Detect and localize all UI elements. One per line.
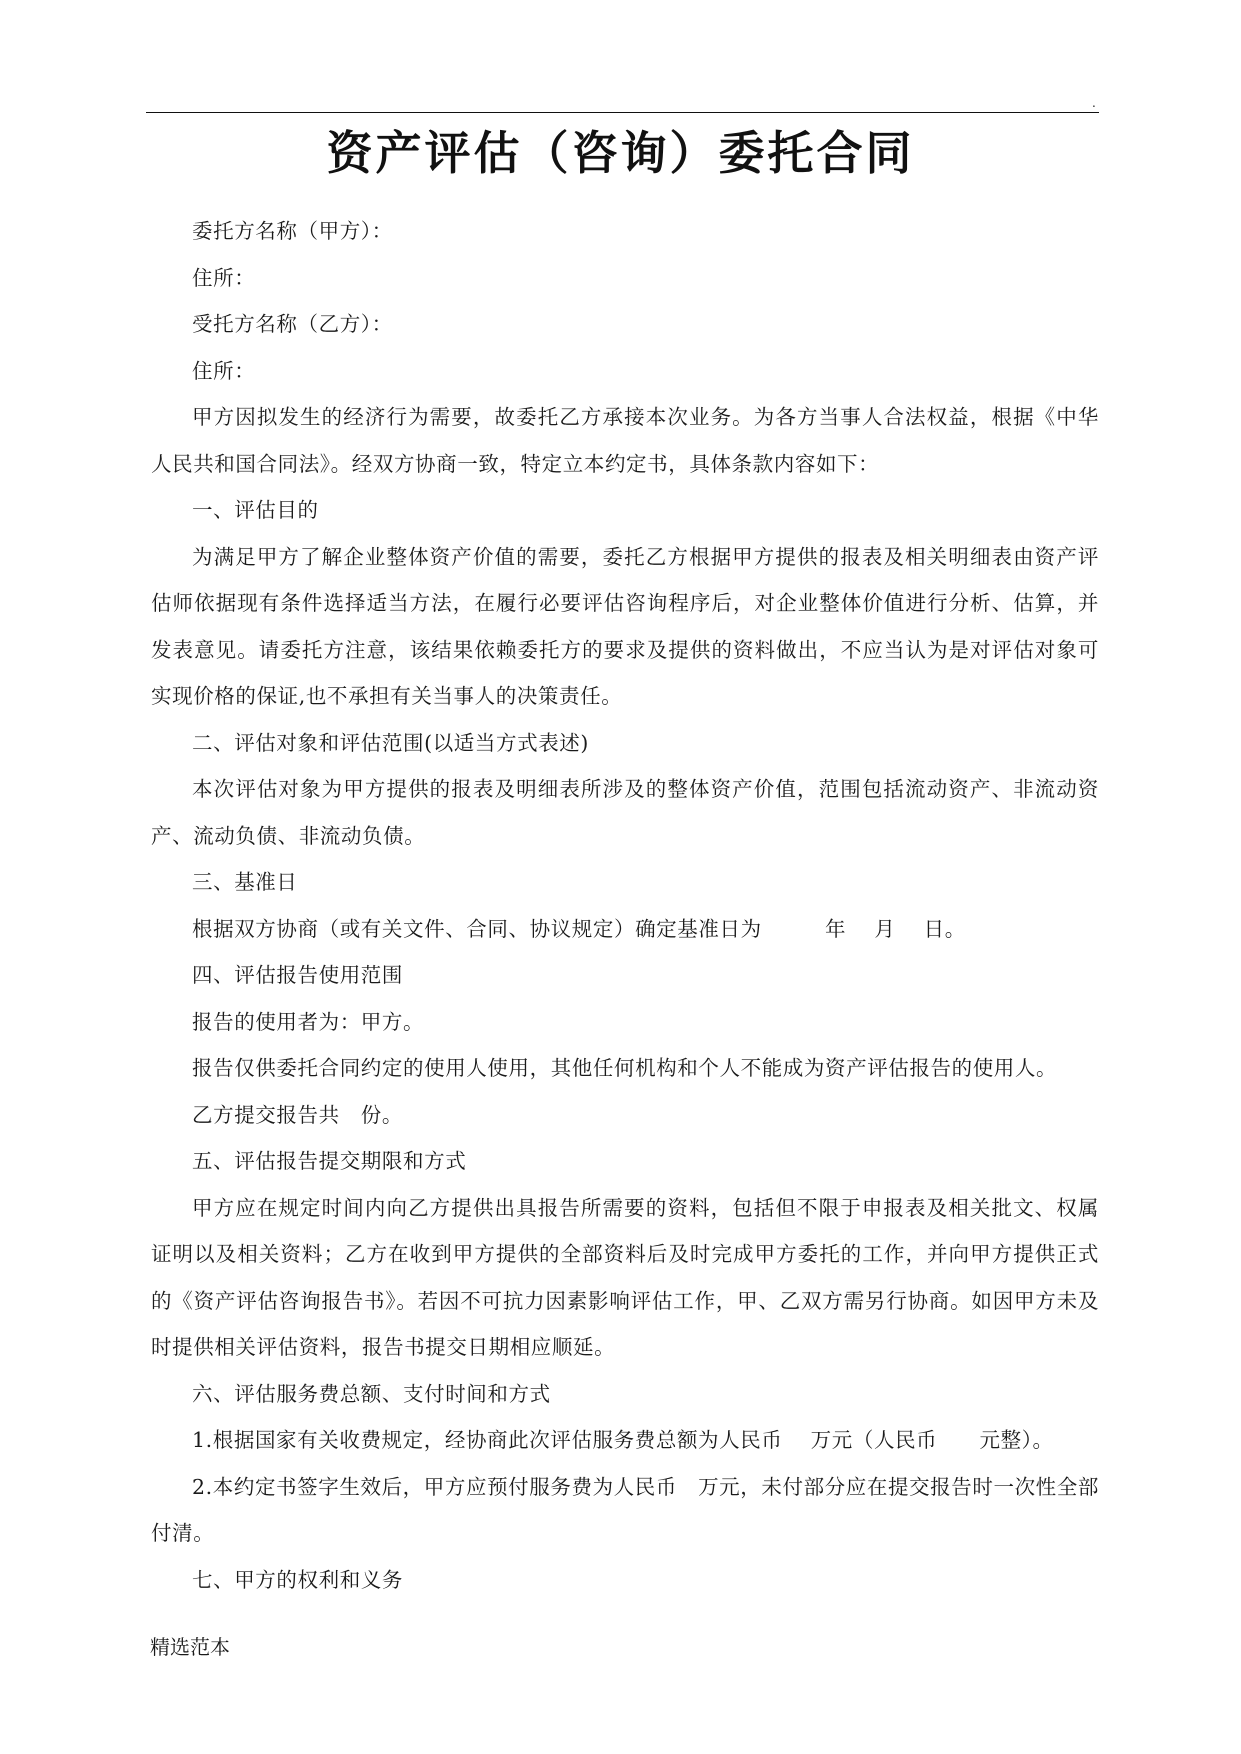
fee-prepayment-paragraph: 2.本约定书签字生效后，甲方应预付服务费为人民币 万元，未付部分应在提交报告时一次性全部付清。 [151,1474,1099,1545]
section-heading-fees: 六、评估服务费总额、支付时间和方式 [192,1381,551,1406]
document-title: 资产评估（咨询）委托合同 [326,126,915,180]
document-body [151,208,1099,1603]
section-heading-scope: 二、评估对象和评估范围(以适当方式表述) [192,730,589,755]
report-user-paragraph: 报告的使用者为：甲方。 [192,1009,425,1034]
section-heading-delivery: 五、评估报告提交期限和方式 [192,1149,467,1173]
section-heading-base-date: 三、基准日 [192,870,298,894]
header-mark: . [1092,96,1096,110]
header-rule [146,112,1099,113]
section-heading-party-a-rights: 七、甲方的权利和义务 [192,1567,403,1592]
party-b-name-line: 受托方名称（乙方）： [192,312,393,336]
report-restriction-paragraph: 报告仅供委托合同约定的使用人使用，其他任何机构和个人不能成为资产评估报告的使用人。 [192,1056,1058,1080]
scope-paragraph: 本次评估对象为甲方提供的报表及明细表所涉及的整体资产价值，范围包括流动资产、非流动资产、流动负债、非流动负债。 [151,777,1099,848]
delivery-paragraph: 甲方应在规定时间内向乙方提供出具报告所需要的资料，包括但不限于申报表及相关批文、权属证明以及相关资料；乙方在收到甲方提供的全部资料后及时完成甲方委托的工作，并向甲方提供正式的《资产评估咨询报告书》。若因不可抗力因素影响评估工作，甲、乙双方需另行协商。如因甲方未及时提供相关评估资料，报告书提交日期相应顺延。 [151,1195,1099,1359]
preamble-paragraph: 甲方因拟发生的经济行为需要，故委托乙方承接本次业务。为各方当事人合法权益，根据《中华人民共和国合同法》。经双方协商一致，特定立本约定书，具体条款内容如下： [151,405,1099,476]
section-heading-purpose: 一、评估目的 [192,498,319,522]
party-b-address-line: 住所： [192,358,256,383]
purpose-paragraph: 为满足甲方了解企业整体资产价值的需要，委托乙方根据甲方提供的报表及相关明细表由资产评估师依据现有条件选择适当方法，在履行必要评估咨询程序后，对企业整体价值进行分析、估算，并发表意见。请委托方注意，该结果依赖委托方的要求及提供的资料做出，不应当认为是对评估对象可实现价格的保证,也不承担有关当事人的决策责任。 [151,544,1099,708]
party-a-name-line: 委托方名称（甲方）： [192,219,393,243]
section-heading-report-usage: 四、评估报告使用范围 [192,963,403,987]
fee-total-paragraph: 1.根据国家有关收费规定，经协商此次评估服务费总额为人民币 万元（人民币 元整）。 [192,1428,1054,1452]
report-copies-paragraph: 乙方提交报告共 份。 [192,1102,403,1127]
footer-label: 精选范本 [150,1635,230,1659]
base-date-paragraph: 根据双方协商（或有关文件、合同、协议规定）确定基准日为 年 月 日。 [192,916,966,941]
party-a-address-line: 住所： [192,265,256,290]
